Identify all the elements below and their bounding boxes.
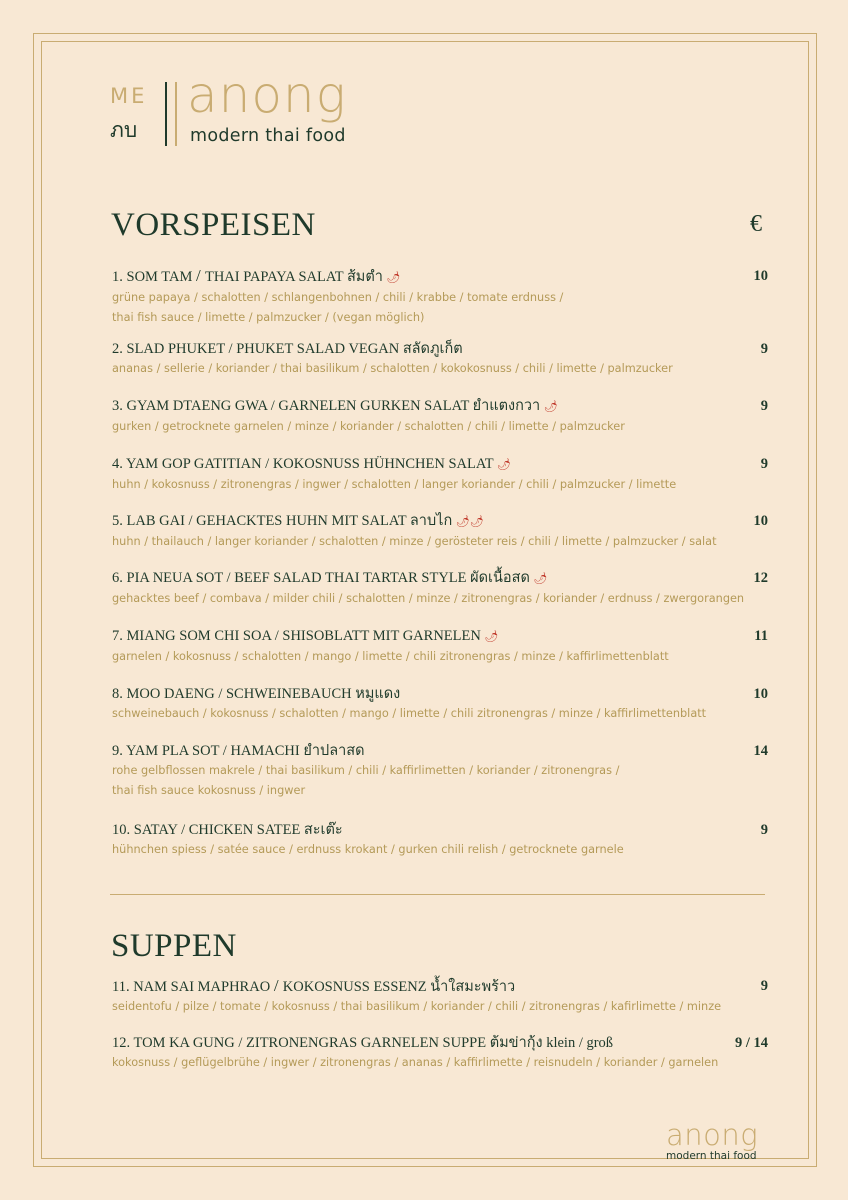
- menu-item: [112, 820, 768, 860]
- chili-icon: 🌶: [543, 400, 558, 413]
- currency-symbol: €: [750, 211, 762, 237]
- item-name: 4. YAM GOP GATITIAN / KOKOSNUSS HÜHNCHEN SALAT 🌶: [112, 456, 511, 472]
- item-price: 9: [760, 398, 768, 414]
- header-logo: [110, 66, 390, 150]
- item-name: 3. GYAM DTAENG GWA / GARNELEN GURKEN SALAT ยำแตงกวา 🌶: [112, 398, 558, 414]
- item-name: 12. TOM KA GUNG / ZITRONENGRAS GARNELEN SUPPE ต้มข่ากุ้ง klein / groß: [112, 1035, 614, 1051]
- menu-item: [112, 511, 768, 552]
- item-name: 8. MOO DAENG / SCHWEINEBAUCH หมูแดง: [112, 686, 401, 702]
- item-price: 10: [753, 513, 768, 529]
- chili-icon: 🌶: [386, 271, 401, 284]
- menu-item: [112, 339, 768, 379]
- item-description: thai fish sauce kokosnuss / ingwer: [112, 784, 306, 797]
- chili-icon: 🌶: [484, 630, 499, 643]
- item-price: 9: [760, 341, 768, 357]
- item-name: 10. SATAY / CHICKEN SATEE สะเต๊ะ: [112, 822, 343, 838]
- logo-tagline: modern thai food: [190, 126, 346, 146]
- menu-item: [112, 976, 768, 1017]
- item-name: 9. YAM PLA SOT / HAMACHI ยำปลาสด: [112, 743, 365, 759]
- item-price: 9: [760, 978, 768, 994]
- item-price: 12: [753, 570, 768, 586]
- item-description: kokosnuss / geflügelbrühe / ingwer / zitronengras / ananas / kaffirlimette / reisnudeln / koriander / garnelen: [112, 1056, 719, 1069]
- menu-item: [112, 454, 768, 495]
- item-description: seidentofu / pilze / tomate / kokosnuss / thai basilikum / koriander / chili / zitronengras / kafirlimette / minze: [112, 1000, 722, 1013]
- section-title-vorspeisen: VORSPEISEN: [111, 207, 316, 243]
- item-description: garnelen / kokosnuss / schalotten / mango / limette / chili zitronengras / minze / kaffirlimettenblatt: [112, 650, 669, 663]
- item-description: hühnchen spiess / satée sauce / erdnuss krokant / gurken chili relish / getrocknete garnele: [112, 843, 624, 856]
- menu-item: [112, 266, 768, 328]
- item-price: 11: [754, 628, 768, 644]
- footer-brand: anong: [666, 1118, 759, 1152]
- menu-item: [112, 1033, 768, 1073]
- item-price: 10: [753, 268, 768, 284]
- item-description: ananas / sellerie / koriander / thai basilikum / schalotten / kokokosnuss / chili / limette / palmzucker: [112, 362, 673, 375]
- item-description: gurken / getrocknete garnelen / minze / koriander / schalotten / chili / limette / palmzucker: [112, 420, 625, 433]
- menu-item: [112, 626, 768, 667]
- logo-divider-gold: [175, 82, 177, 146]
- item-description: huhn / thailauch / langer koriander / schalotten / minze / gerösteter reis / chili / limette / palmzucker / salat: [112, 535, 717, 548]
- item-price: 10: [753, 686, 768, 702]
- menu-item: [112, 684, 768, 724]
- item-description: schweinebauch / kokosnuss / schalotten / mango / limette / chili zitronengras / minze / kaffirlimettenblatt: [112, 707, 707, 720]
- item-price: 9 / 14: [734, 1035, 768, 1051]
- section-divider: [110, 894, 765, 895]
- footer-logo: [666, 1120, 770, 1163]
- chili-icon: 🌶🌶: [455, 515, 484, 528]
- item-description: gehacktes beef / combava / milder chili / schalotten / minze / zitronengras / koriander / erdnuss / zwergorangen: [112, 592, 745, 605]
- section-title-suppen: SUPPEN: [111, 928, 237, 964]
- logo-brand: anong: [187, 66, 347, 124]
- item-price: 9: [760, 822, 768, 838]
- logo-me: ME: [110, 84, 148, 108]
- item-description: grüne papaya / schalotten / schlangenbohnen / chili / krabbe / tomate erdnuss /: [112, 291, 564, 304]
- logo-menu-thai: ภบ: [110, 118, 138, 142]
- footer-tagline: modern thai food: [666, 1150, 757, 1162]
- chili-icon: 🌶: [496, 458, 511, 471]
- item-description: thai fish sauce / limette / palmzucker / (vegan möglich): [112, 311, 425, 324]
- item-name: 5. LAB GAI / GEHACKTES HUHN MIT SALAT ลาบไก 🌶🌶: [112, 513, 484, 529]
- chili-icon: 🌶: [533, 572, 548, 585]
- menu-item: [112, 568, 768, 609]
- logo-divider: [165, 82, 167, 146]
- item-name: 2. SLAD PHUKET / PHUKET SALAD VEGAN สลัดภูเก็ต: [112, 341, 463, 357]
- item-name: 6. PIA NEUA SOT / BEEF SALAD THAI TARTAR STYLE ผัดเนื้อสด 🌶: [112, 570, 548, 586]
- item-name: 1. SOM TAM / THAI PAPAYA SALAT ส้มตำ 🌶: [112, 266, 401, 285]
- menu-item: [112, 741, 768, 801]
- menu-item: [112, 396, 768, 437]
- item-name: 11. NAM SAI MAPHRAO / KOKOSNUSS ESSENZ น้ำใสมะพร้าว: [112, 976, 516, 995]
- item-description: rohe gelbflossen makrele / thai basilikum / chili / kaffirlimetten / koriander / zitronengras /: [112, 764, 620, 777]
- item-price: 9: [760, 456, 768, 472]
- item-description: huhn / kokosnuss / zitronengras / ingwer / schalotten / langer koriander / chili / palmzucker / limette: [112, 478, 677, 491]
- item-name: 7. MIANG SOM CHI SOA / SHISOBLATT MIT GARNELEN 🌶: [112, 628, 499, 644]
- item-price: 14: [753, 743, 768, 759]
